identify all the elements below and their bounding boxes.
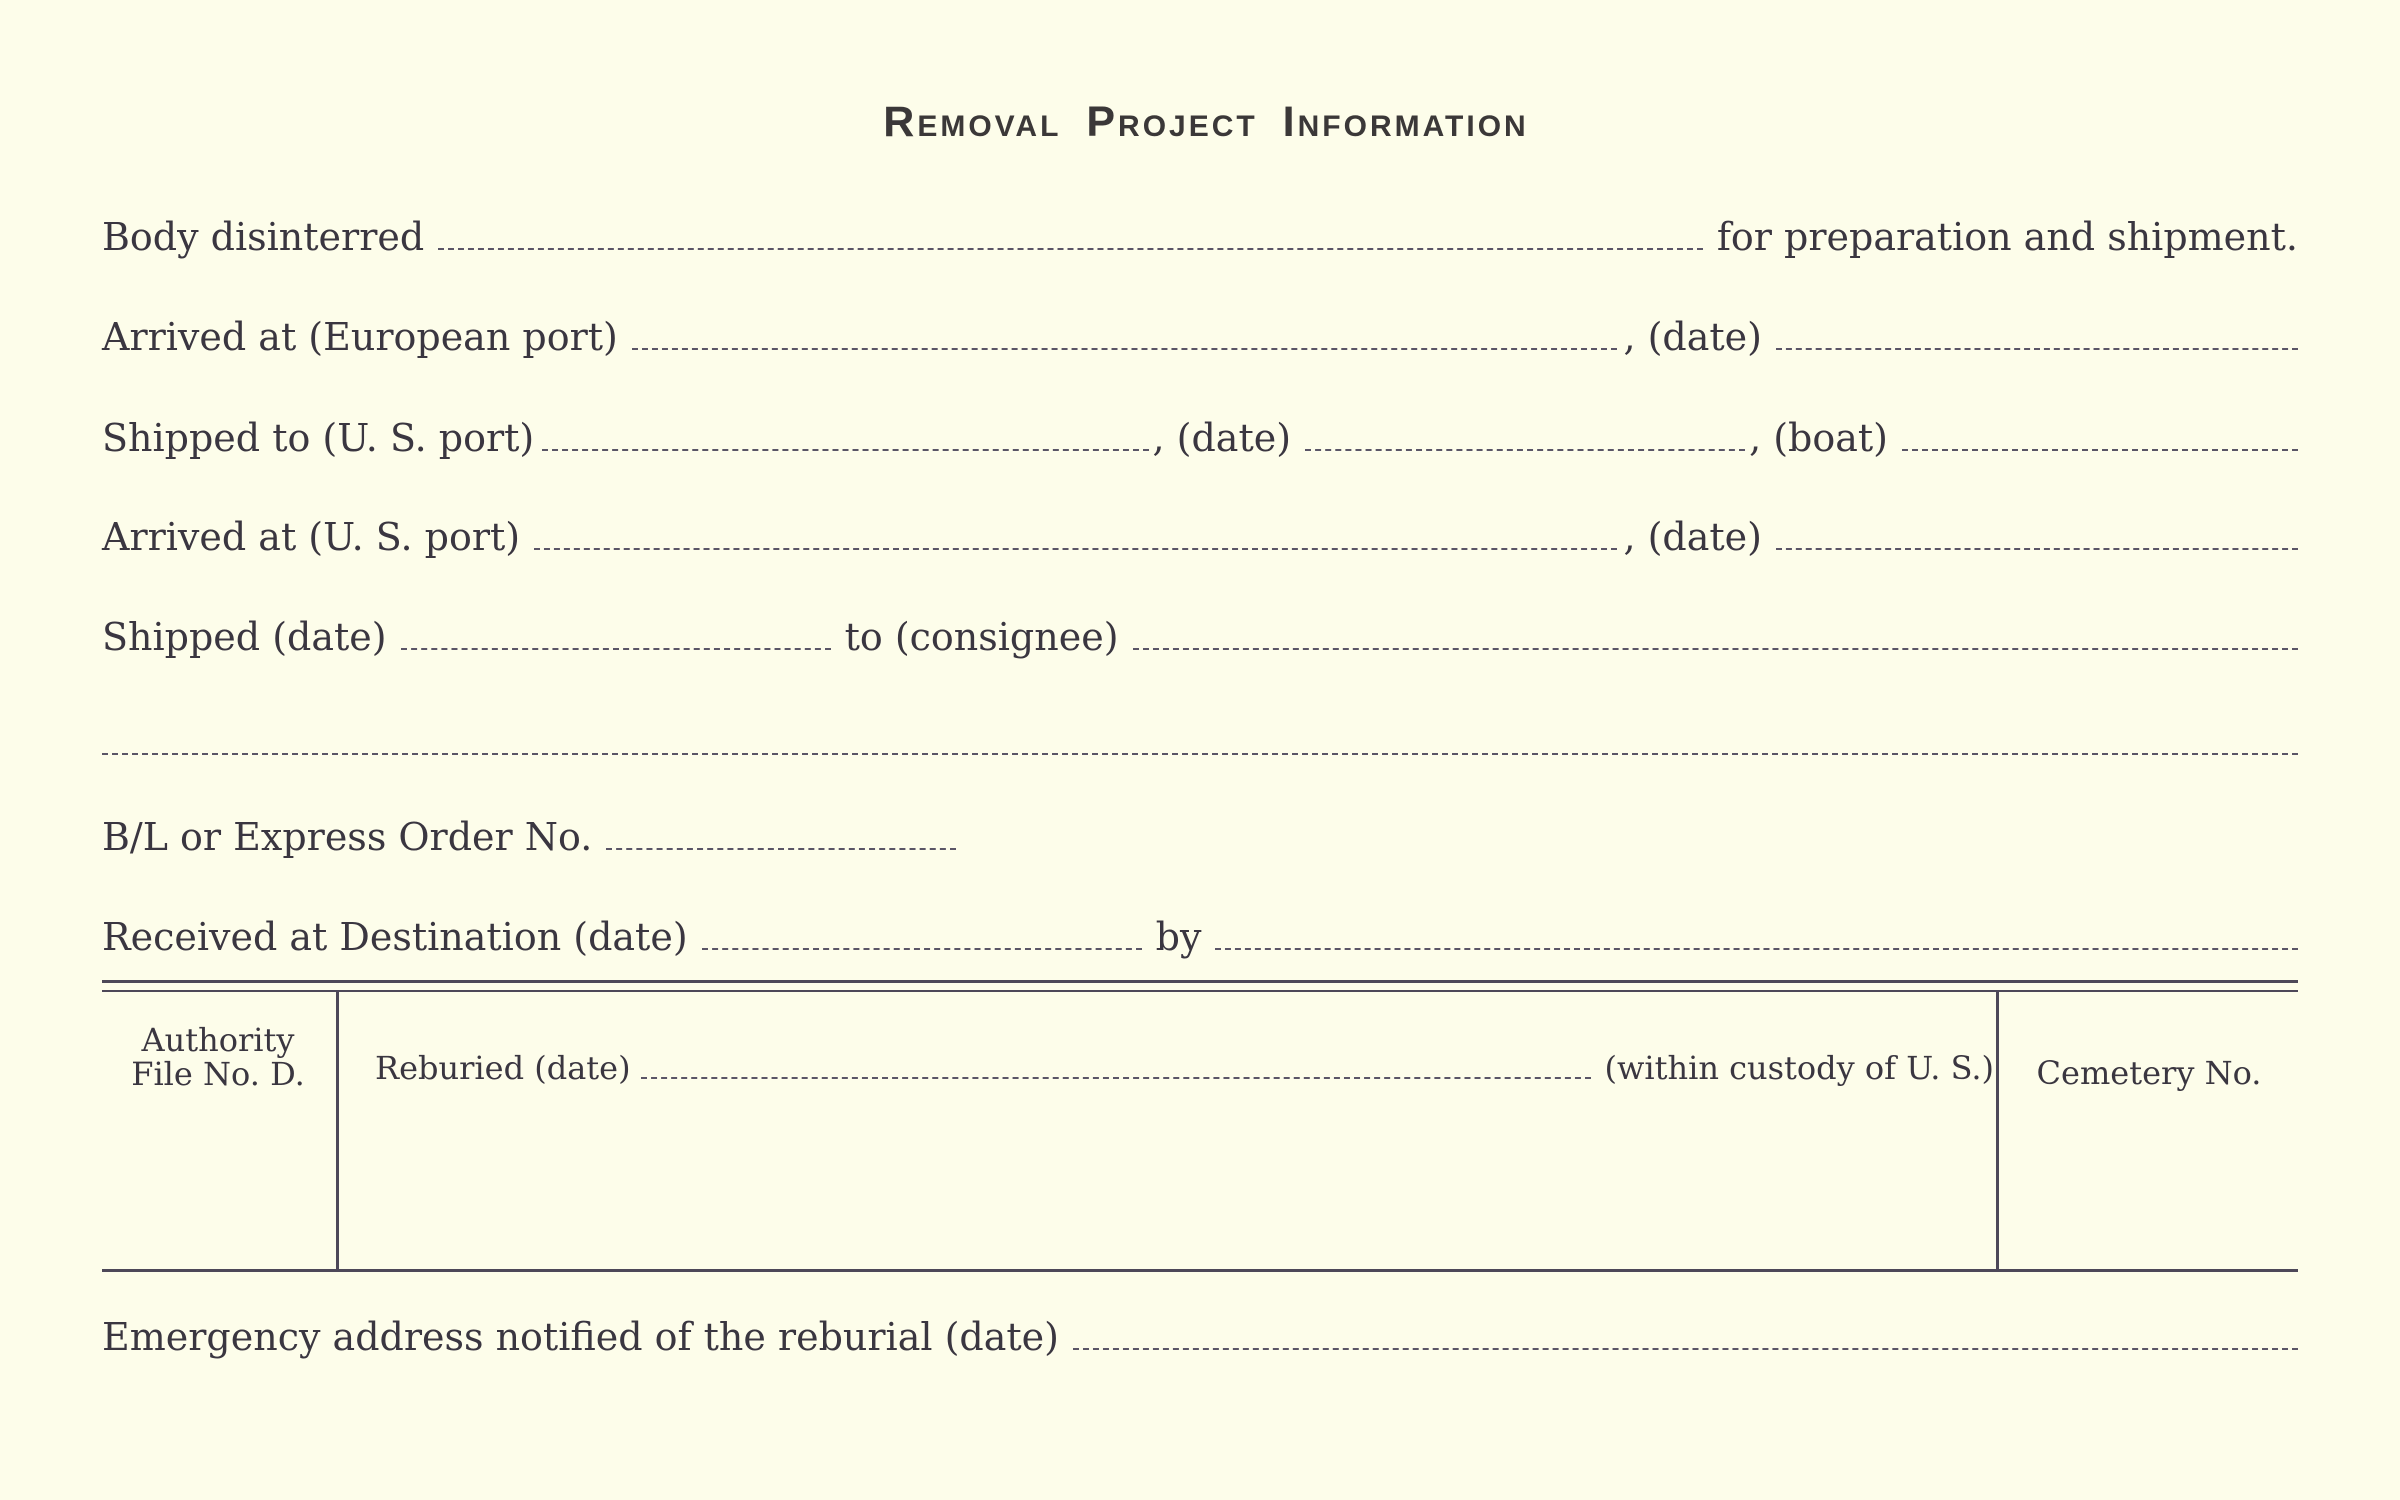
cemetery-number-label: Cemetery No. xyxy=(2036,1054,2262,1092)
shipped-us-port-field[interactable] xyxy=(542,449,1148,451)
table-bottom-rule xyxy=(102,1269,2298,1272)
reburied-row xyxy=(375,1049,1994,1087)
arrived-european-port-row xyxy=(102,315,2298,365)
shipped-us-port-label: Shipped to (U. S. port) xyxy=(102,416,535,460)
emergency-row xyxy=(102,1315,2298,1365)
order-number-label: B/L or Express Order No. xyxy=(102,815,593,859)
shipped-date-row-field[interactable] xyxy=(401,648,831,650)
order-number-row xyxy=(102,815,2298,865)
shipped-us-port-row xyxy=(102,416,2298,466)
consignee-field[interactable] xyxy=(1133,648,2298,650)
arrived-us-port-label: Arrived at (U. S. port) xyxy=(102,515,521,559)
consignee-label: to (consignee) xyxy=(844,615,1119,659)
table-divider-left xyxy=(336,992,339,1269)
table-top-rule xyxy=(102,980,2298,992)
shipped-date-row-label: Shipped (date) xyxy=(102,615,387,659)
boat-field[interactable] xyxy=(1902,449,2298,451)
arrived-us-port-row xyxy=(102,515,2298,565)
consignee-continuation-field[interactable] xyxy=(102,753,2298,755)
body-disinterred-row xyxy=(102,215,2298,265)
european-port-field[interactable] xyxy=(632,348,1618,350)
custody-label: (within custody of U. S.) xyxy=(1604,1049,1994,1087)
european-port-label: Arrived at (European port) xyxy=(102,315,618,359)
reburied-date-field[interactable] xyxy=(641,1077,1591,1079)
received-by-field[interactable] xyxy=(1215,948,2298,950)
form-title: Removal Project Information xyxy=(883,98,1529,146)
shipped-row xyxy=(102,615,2298,665)
received-row xyxy=(102,915,2298,965)
received-by-label: by xyxy=(1155,915,1202,959)
table-divider-right xyxy=(1996,992,1999,1269)
emergency-label: Emergency address notified of the reburial (date) xyxy=(102,1315,1059,1359)
received-date-field[interactable] xyxy=(702,948,1142,950)
reburied-label: Reburied (date) xyxy=(375,1049,631,1087)
received-label: Received at Destination (date) xyxy=(102,915,688,959)
authority-file-label xyxy=(108,1023,328,1091)
european-port-date-label: , (date) xyxy=(1623,315,1762,359)
european-port-date-field[interactable] xyxy=(1776,348,2298,350)
body-disinterred-field[interactable] xyxy=(438,248,1703,250)
authority-label: Authority xyxy=(141,1021,295,1059)
arrived-us-port-field[interactable] xyxy=(534,548,1617,550)
order-number-field[interactable] xyxy=(606,848,956,850)
body-disinterred-label: Body disinterred xyxy=(102,215,425,259)
emergency-date-field[interactable] xyxy=(1073,1348,2298,1350)
shipped-date-label: , (date) xyxy=(1152,416,1292,460)
file-no-label: File No. D. xyxy=(131,1055,305,1093)
shipped-date-field[interactable] xyxy=(1305,449,1745,451)
preparation-shipment-label: for preparation and shipment. xyxy=(1716,215,2298,259)
arrived-us-port-date-field[interactable] xyxy=(1776,548,2298,550)
arrived-us-port-date-label: , (date) xyxy=(1623,515,1762,559)
boat-label: , (boat) xyxy=(1749,416,1888,460)
